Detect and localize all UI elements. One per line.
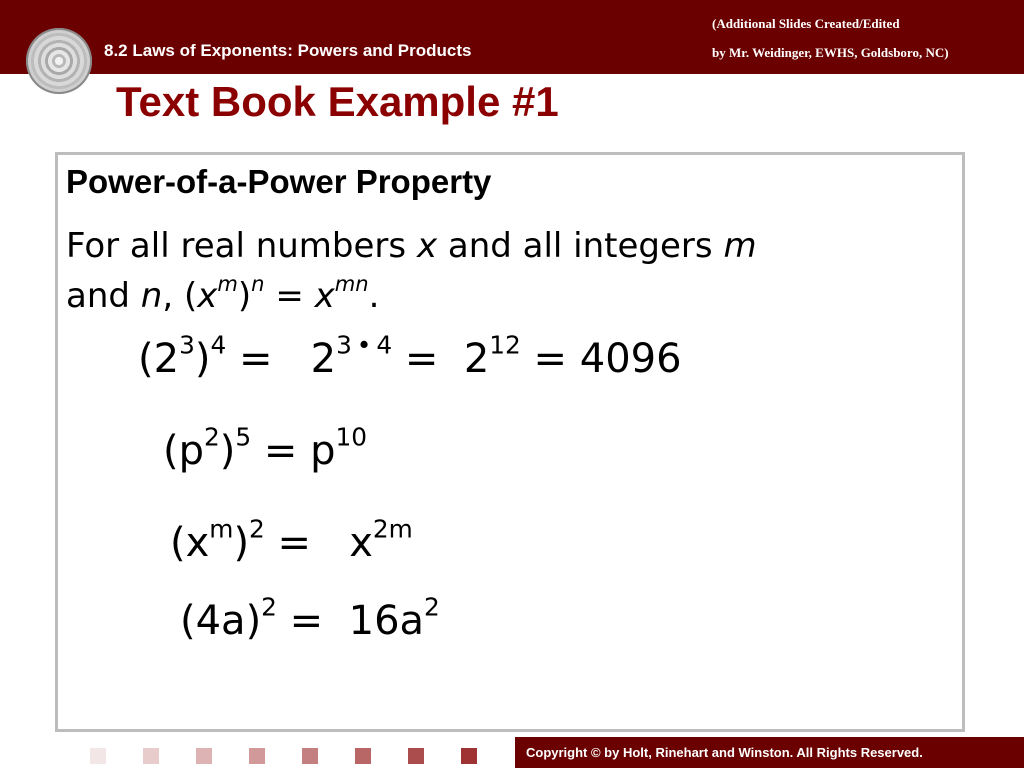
eq-exponent: 10 <box>335 422 368 452</box>
result-base: x <box>314 276 335 316</box>
eq-exponent: m <box>209 514 234 544</box>
eq-exponent: 2 <box>204 422 220 452</box>
eq-text: (2 <box>138 336 180 382</box>
eq-text: = 2 <box>392 336 490 382</box>
example-equation-3 <box>170 514 413 566</box>
result-exponent: mn <box>334 271 369 297</box>
footer-decoration <box>0 740 520 768</box>
formula-base: x <box>197 276 218 316</box>
eq-text: = 4096 <box>520 336 682 382</box>
statement-text: and all integers <box>437 226 724 266</box>
eq-exponent: 5 <box>235 422 252 452</box>
statement-text: and <box>66 276 141 316</box>
eq-text: = x <box>264 520 373 566</box>
example-equation-1 <box>138 330 682 382</box>
eq-exponent: 12 <box>489 330 521 360</box>
header-bar <box>0 0 1024 74</box>
footer-square <box>90 748 106 764</box>
formula-period: . <box>368 276 380 316</box>
eq-exponent: 3 • 4 <box>336 330 393 360</box>
formula-equals: = <box>264 276 315 316</box>
property-name: Power-of-a-Power Property <box>66 163 492 200</box>
footer-square <box>355 748 371 764</box>
credit-line-1: (Additional Slides Created/Edited <box>712 16 900 31</box>
footer-square <box>196 748 212 764</box>
formula-exponent-m: m <box>217 271 238 297</box>
eq-text: ) <box>194 336 211 382</box>
eq-exponent: 2 <box>249 514 265 544</box>
eq-text: (4a) <box>180 598 262 644</box>
eq-text: ) <box>233 520 250 566</box>
eq-exponent: 3 <box>179 330 195 360</box>
eq-text: = 2 <box>226 336 337 382</box>
statement-text: , ( <box>162 276 198 316</box>
eq-text: ) <box>219 428 236 474</box>
example-equation-2 <box>163 422 368 474</box>
variable-x: x <box>416 226 438 266</box>
variable-m: m <box>723 226 757 266</box>
example-equation-4 <box>180 592 440 644</box>
credit-line-2: by Mr. Weidinger, EWHS, Goldsboro, NC) <box>712 45 949 60</box>
eq-text: = p <box>251 428 336 474</box>
section-title: 8.2 Laws of Exponents: Powers and Products <box>104 41 472 60</box>
eq-exponent: 4 <box>210 330 227 360</box>
eq-exponent: 2 <box>261 592 277 622</box>
slide-title: Text Book Example #1 <box>116 78 559 125</box>
footer-square <box>461 748 477 764</box>
footer-square <box>249 748 265 764</box>
property-statement <box>66 221 926 321</box>
statement-text: For all real numbers <box>66 226 417 266</box>
footer-square <box>143 748 159 764</box>
copyright-text: Copyright © by Holt, Rinehart and Winston. All Rights Reserved. <box>526 745 923 760</box>
footer-square <box>408 748 424 764</box>
eq-exponent: 2m <box>372 514 413 544</box>
eq-text: (x <box>170 520 210 566</box>
formula-paren: ) <box>237 276 252 316</box>
eq-text: = 16a <box>276 598 425 644</box>
eq-exponent: 2 <box>424 592 440 622</box>
disc-logo-icon <box>26 28 92 94</box>
formula-exponent-n: n <box>251 271 265 297</box>
eq-text: (p <box>163 428 204 474</box>
variable-n: n <box>140 276 163 316</box>
footer-square <box>302 748 318 764</box>
